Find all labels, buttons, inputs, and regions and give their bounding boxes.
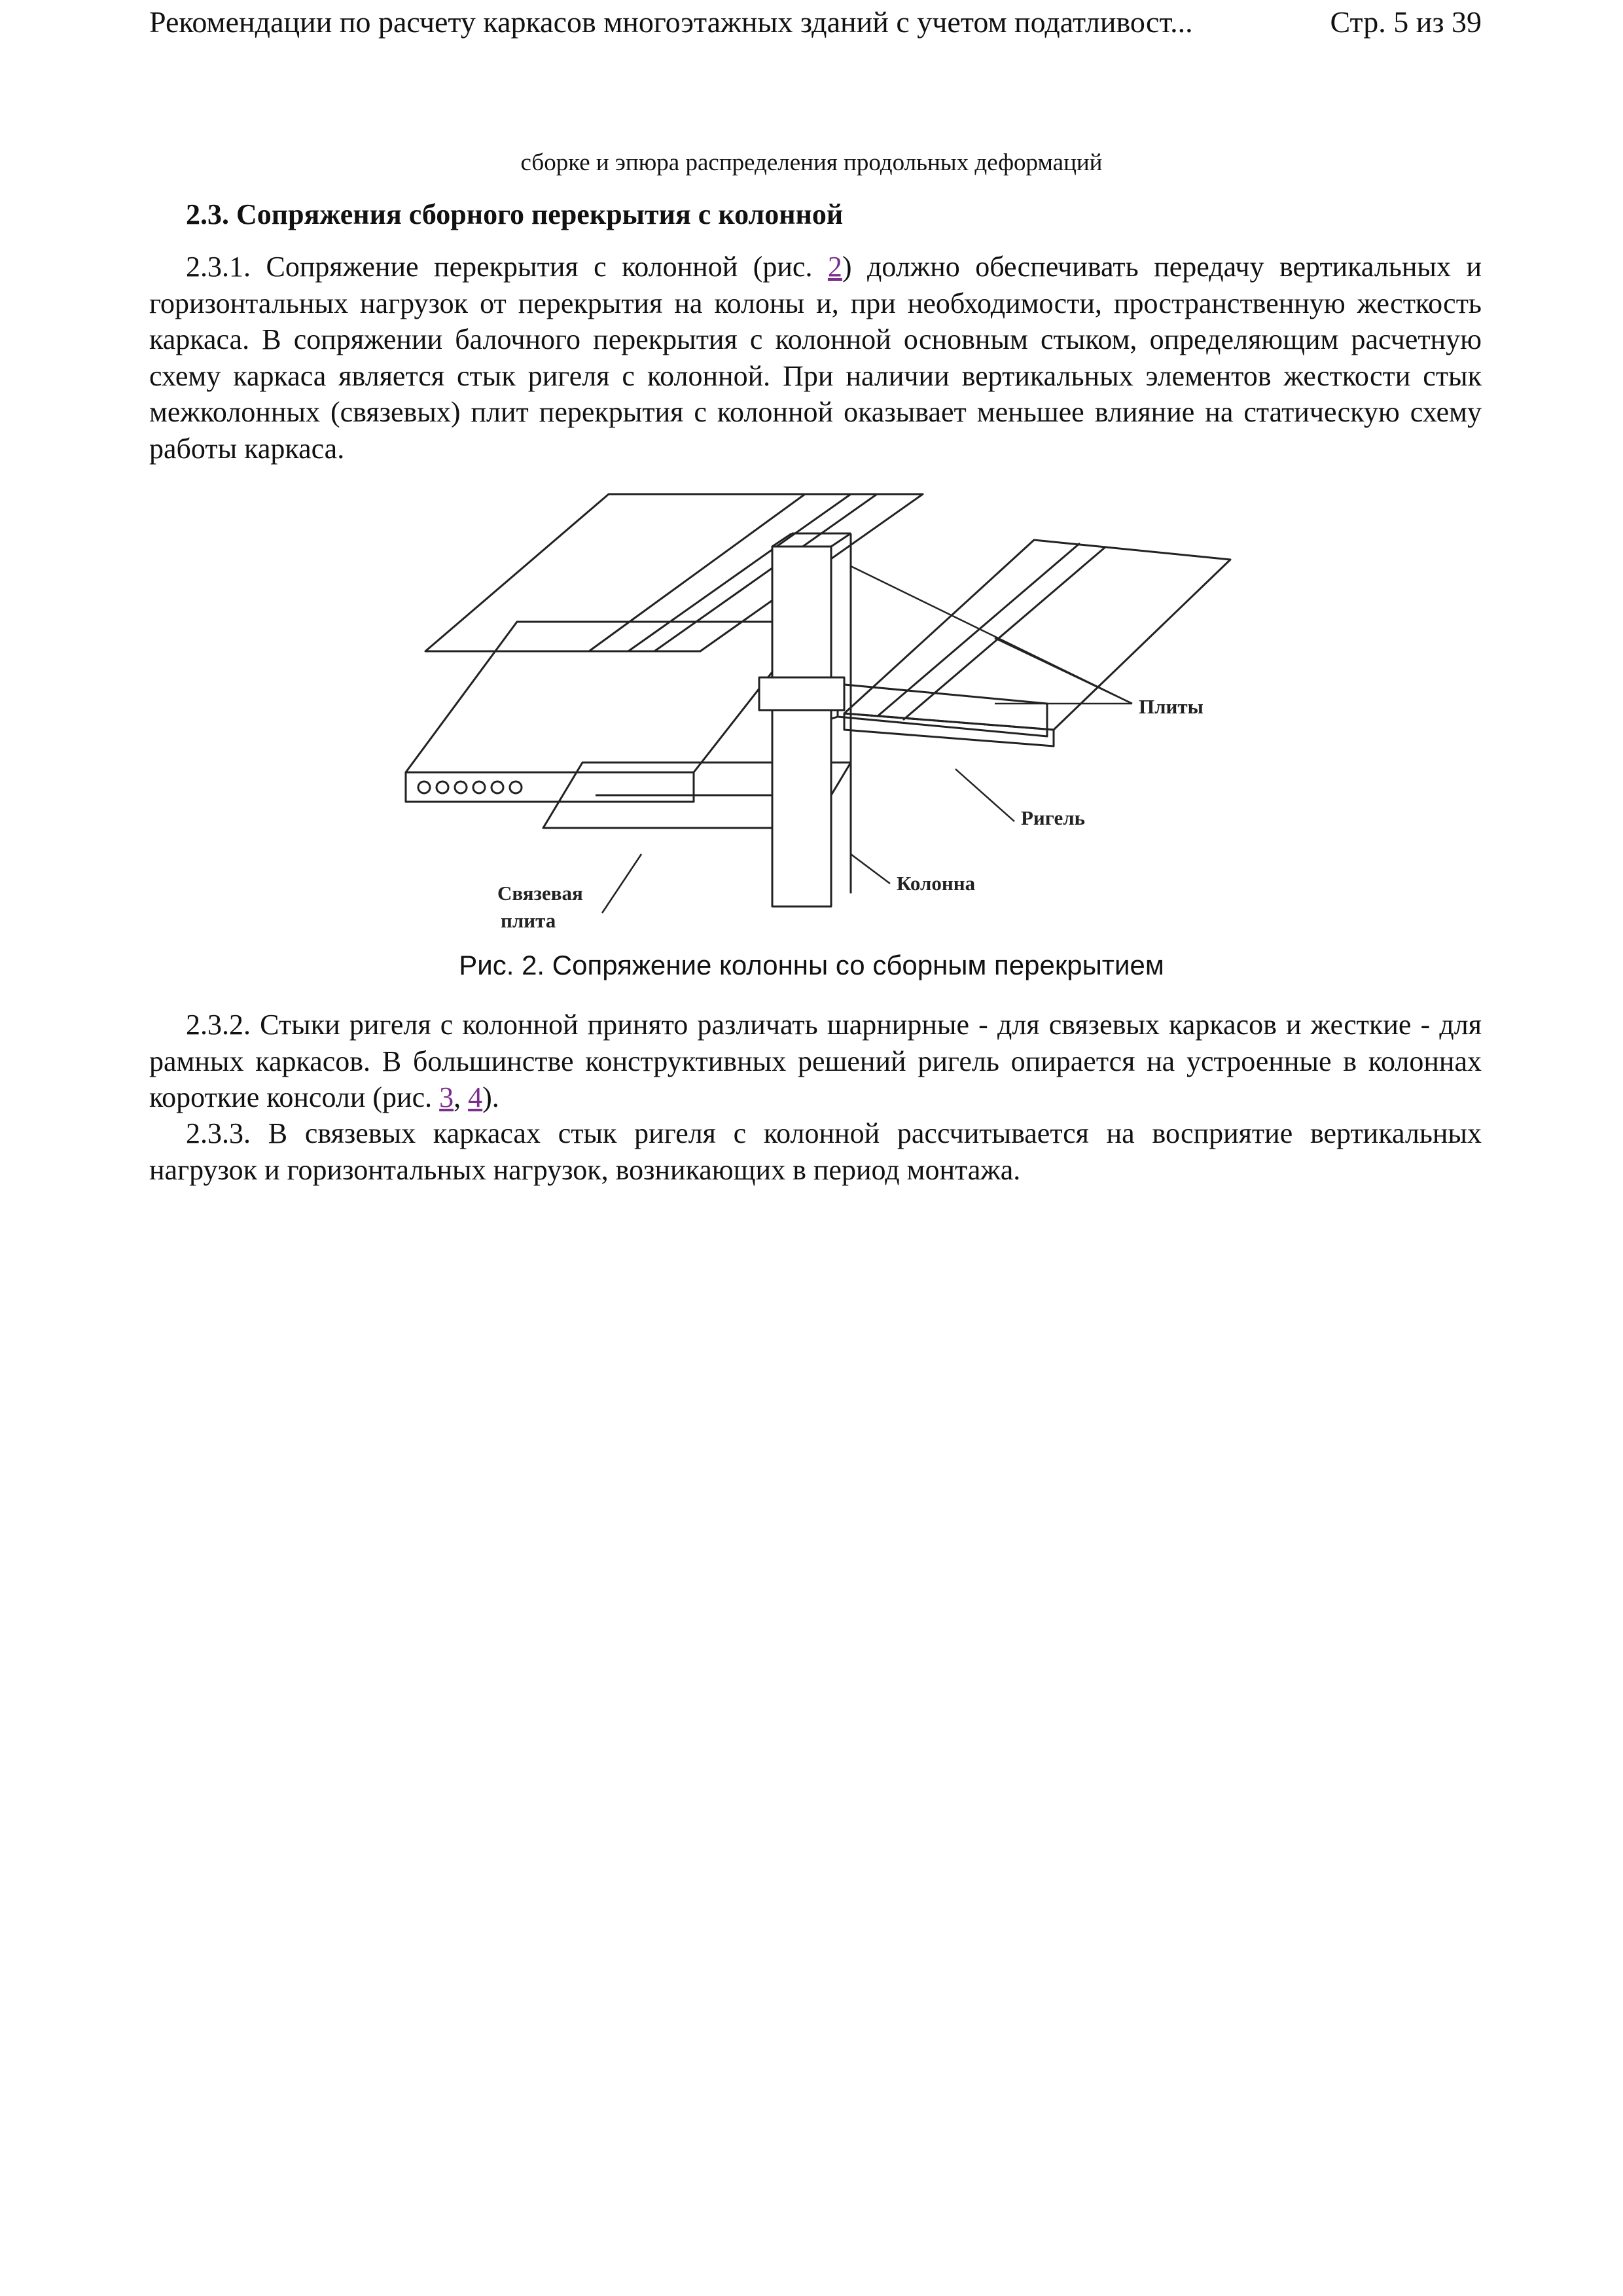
figure-drawing	[393, 488, 1257, 939]
paragraph-text: 2.3.1. Сопряжение перекрытия с колонной (рис.	[186, 251, 828, 283]
paragraph-2-3-1	[149, 249, 1482, 467]
hollow-cores	[418, 781, 522, 793]
corbel	[759, 677, 844, 710]
label-tie-plate-1: Связевая	[497, 882, 583, 905]
paragraph-text: ).	[482, 1081, 499, 1113]
figure-link-4[interactable]: 4	[468, 1081, 483, 1113]
paragraph-text: 2.3.2. Стыки ригеля с колонной принято различать шарнирные - для связевых каркасов и жесткие - для рамных каркасов. В большинстве конструктивных решений ригель опирается на устроенные в колоннах короткие консоли (рис.	[149, 1009, 1482, 1113]
column	[772, 547, 831, 906]
figure-column-floor-joint	[393, 488, 1257, 939]
slab-front-left	[406, 622, 812, 772]
figure-caption: Рис. 2. Сопряжение колонны со сборным перекрытием	[459, 950, 1164, 980]
paragraph-2-3-2	[149, 1007, 1482, 1116]
page-indicator: Стр. 5 из 39	[1330, 5, 1482, 39]
label-beam: Ригель	[1021, 806, 1086, 829]
paragraph-text: 2.3.3. В связевых каркасах стык ригеля с колонной рассчитывается на восприятие вертикальных нагрузок и горизонтальных нагрузок, возникающих в период монтажа.	[149, 1117, 1482, 1186]
label-plates: Плиты	[1139, 695, 1204, 718]
paragraph-2-3-3	[149, 1115, 1482, 1188]
link-separator: ,	[454, 1081, 469, 1113]
paragraph-text: ) должно обеспечивать передачу вертикальных и горизонтальных нагрузок от перекрытия на колоны и, при необходимости, пространственную жесткость каркаса. В сопряжении балочного перекрытия с колонной основным стыком, определяющим расчетную схему каркаса является стык ригеля с колонной. При наличии вертикальных элементов жесткости стык межколонных (связевых) плит перекрытия с колонной оказывает меньшее влияние на статическую схему работы каркаса.	[149, 251, 1482, 465]
page-header	[149, 3, 1482, 42]
label-column: Колонна	[897, 872, 976, 895]
section-heading: 2.3. Сопряжения сборного перекрытия с колонной	[186, 198, 844, 230]
document-title: Рекомендации по расчету каркасов многоэтажных зданий с учетом податливост...	[149, 5, 1193, 39]
figure-link-3[interactable]: 3	[439, 1081, 454, 1113]
previous-figure-caption: сборке и эпюра распределения продольных деформаций	[520, 149, 1103, 176]
figure-link-2[interactable]: 2	[827, 251, 842, 283]
label-tie-plate-2: плита	[501, 909, 556, 932]
slab-back-left	[425, 494, 923, 651]
